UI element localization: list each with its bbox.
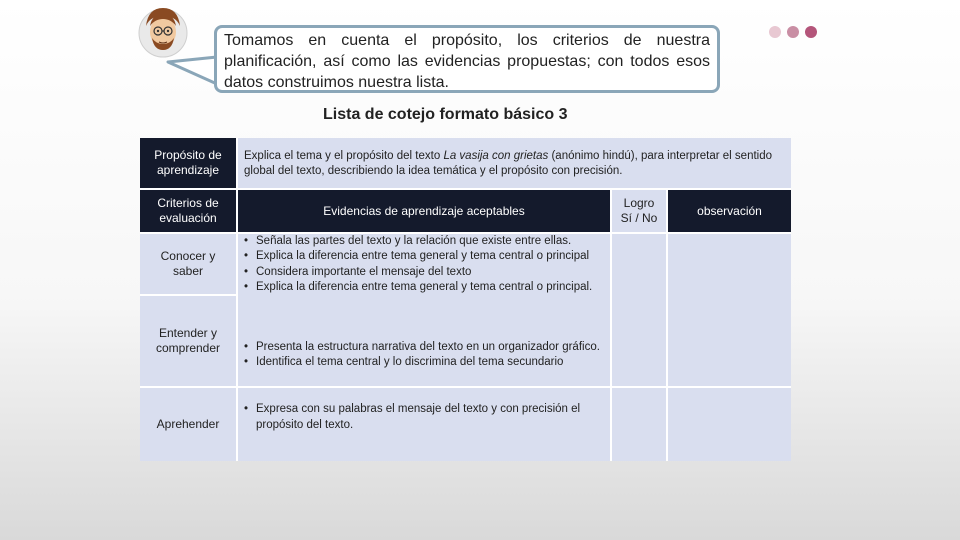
evidence-item: • Explica la diferencia entre tema general y tema central o principal: [256, 249, 610, 264]
speech-bubble-tail: [160, 52, 220, 102]
evidence-cell-3: [238, 388, 610, 461]
decorative-dots: [769, 26, 817, 38]
header-criteria: Criterios de evaluación: [140, 190, 236, 232]
achievement-cell-1-2[interactable]: [612, 234, 666, 386]
dot-1: [769, 26, 781, 38]
evidence-item: • Explica la diferencia entre tema general y tema central o principal.: [256, 280, 610, 295]
evidence-item: • Identifica el tema central y lo discrimina del tema secundario: [256, 355, 610, 370]
header-achievement: Logro Sí / No: [612, 190, 666, 232]
evidence-item: • Señala las partes del texto y la relación que existe entre ellas.: [256, 234, 610, 249]
checklist-table: [140, 138, 791, 461]
achievement-cell-3[interactable]: [612, 388, 666, 461]
observation-cell-3[interactable]: [668, 388, 791, 461]
evidence-list-2: [238, 340, 610, 371]
evidence-list-1: [238, 234, 610, 295]
list-title: Lista de cotejo formato básico 3: [323, 106, 568, 123]
purpose-text: [238, 138, 791, 188]
evidence-item: • Presenta la estructura narrativa del texto en un organizador gráfico.: [256, 340, 610, 355]
evidence-item: • Considera importante el mensaje del texto: [256, 265, 610, 280]
speech-bubble-text: Tomamos en cuenta el propósito, los criterios de nuestra planificación, así como las evidencias propuestas; con todos esos datos construimos nuestra lista.: [224, 32, 710, 91]
evidence-cell-1-2: [238, 234, 610, 386]
observation-cell-1-2[interactable]: [668, 234, 791, 386]
criterion-2: Entender y comprender: [140, 296, 236, 386]
purpose-label: Propósito de aprendizaje: [140, 138, 236, 188]
purpose-text-italic: La vasija con grietas: [443, 150, 549, 162]
purpose-text-before: Explica el tema y el propósito del texto: [244, 150, 444, 162]
criterion-1: Conocer y saber: [140, 234, 236, 294]
dot-2: [787, 26, 799, 38]
speech-bubble: [214, 25, 720, 93]
evidence-item: • Expresa con su palabras el mensaje del texto y con precisión el propósito del texto.: [256, 402, 604, 433]
criterion-3: Aprehender: [140, 388, 236, 461]
purpose-text-after: (anónimo hindú), para interpretar el sentido global del texto, describiendo la idea temática y el propósito con precisión.: [244, 150, 773, 177]
header-evidence: Evidencias de aprendizaje aceptables: [238, 190, 610, 232]
header-observation: observación: [668, 190, 791, 232]
dot-3: [805, 26, 817, 38]
evidence-list-3: [238, 402, 604, 433]
